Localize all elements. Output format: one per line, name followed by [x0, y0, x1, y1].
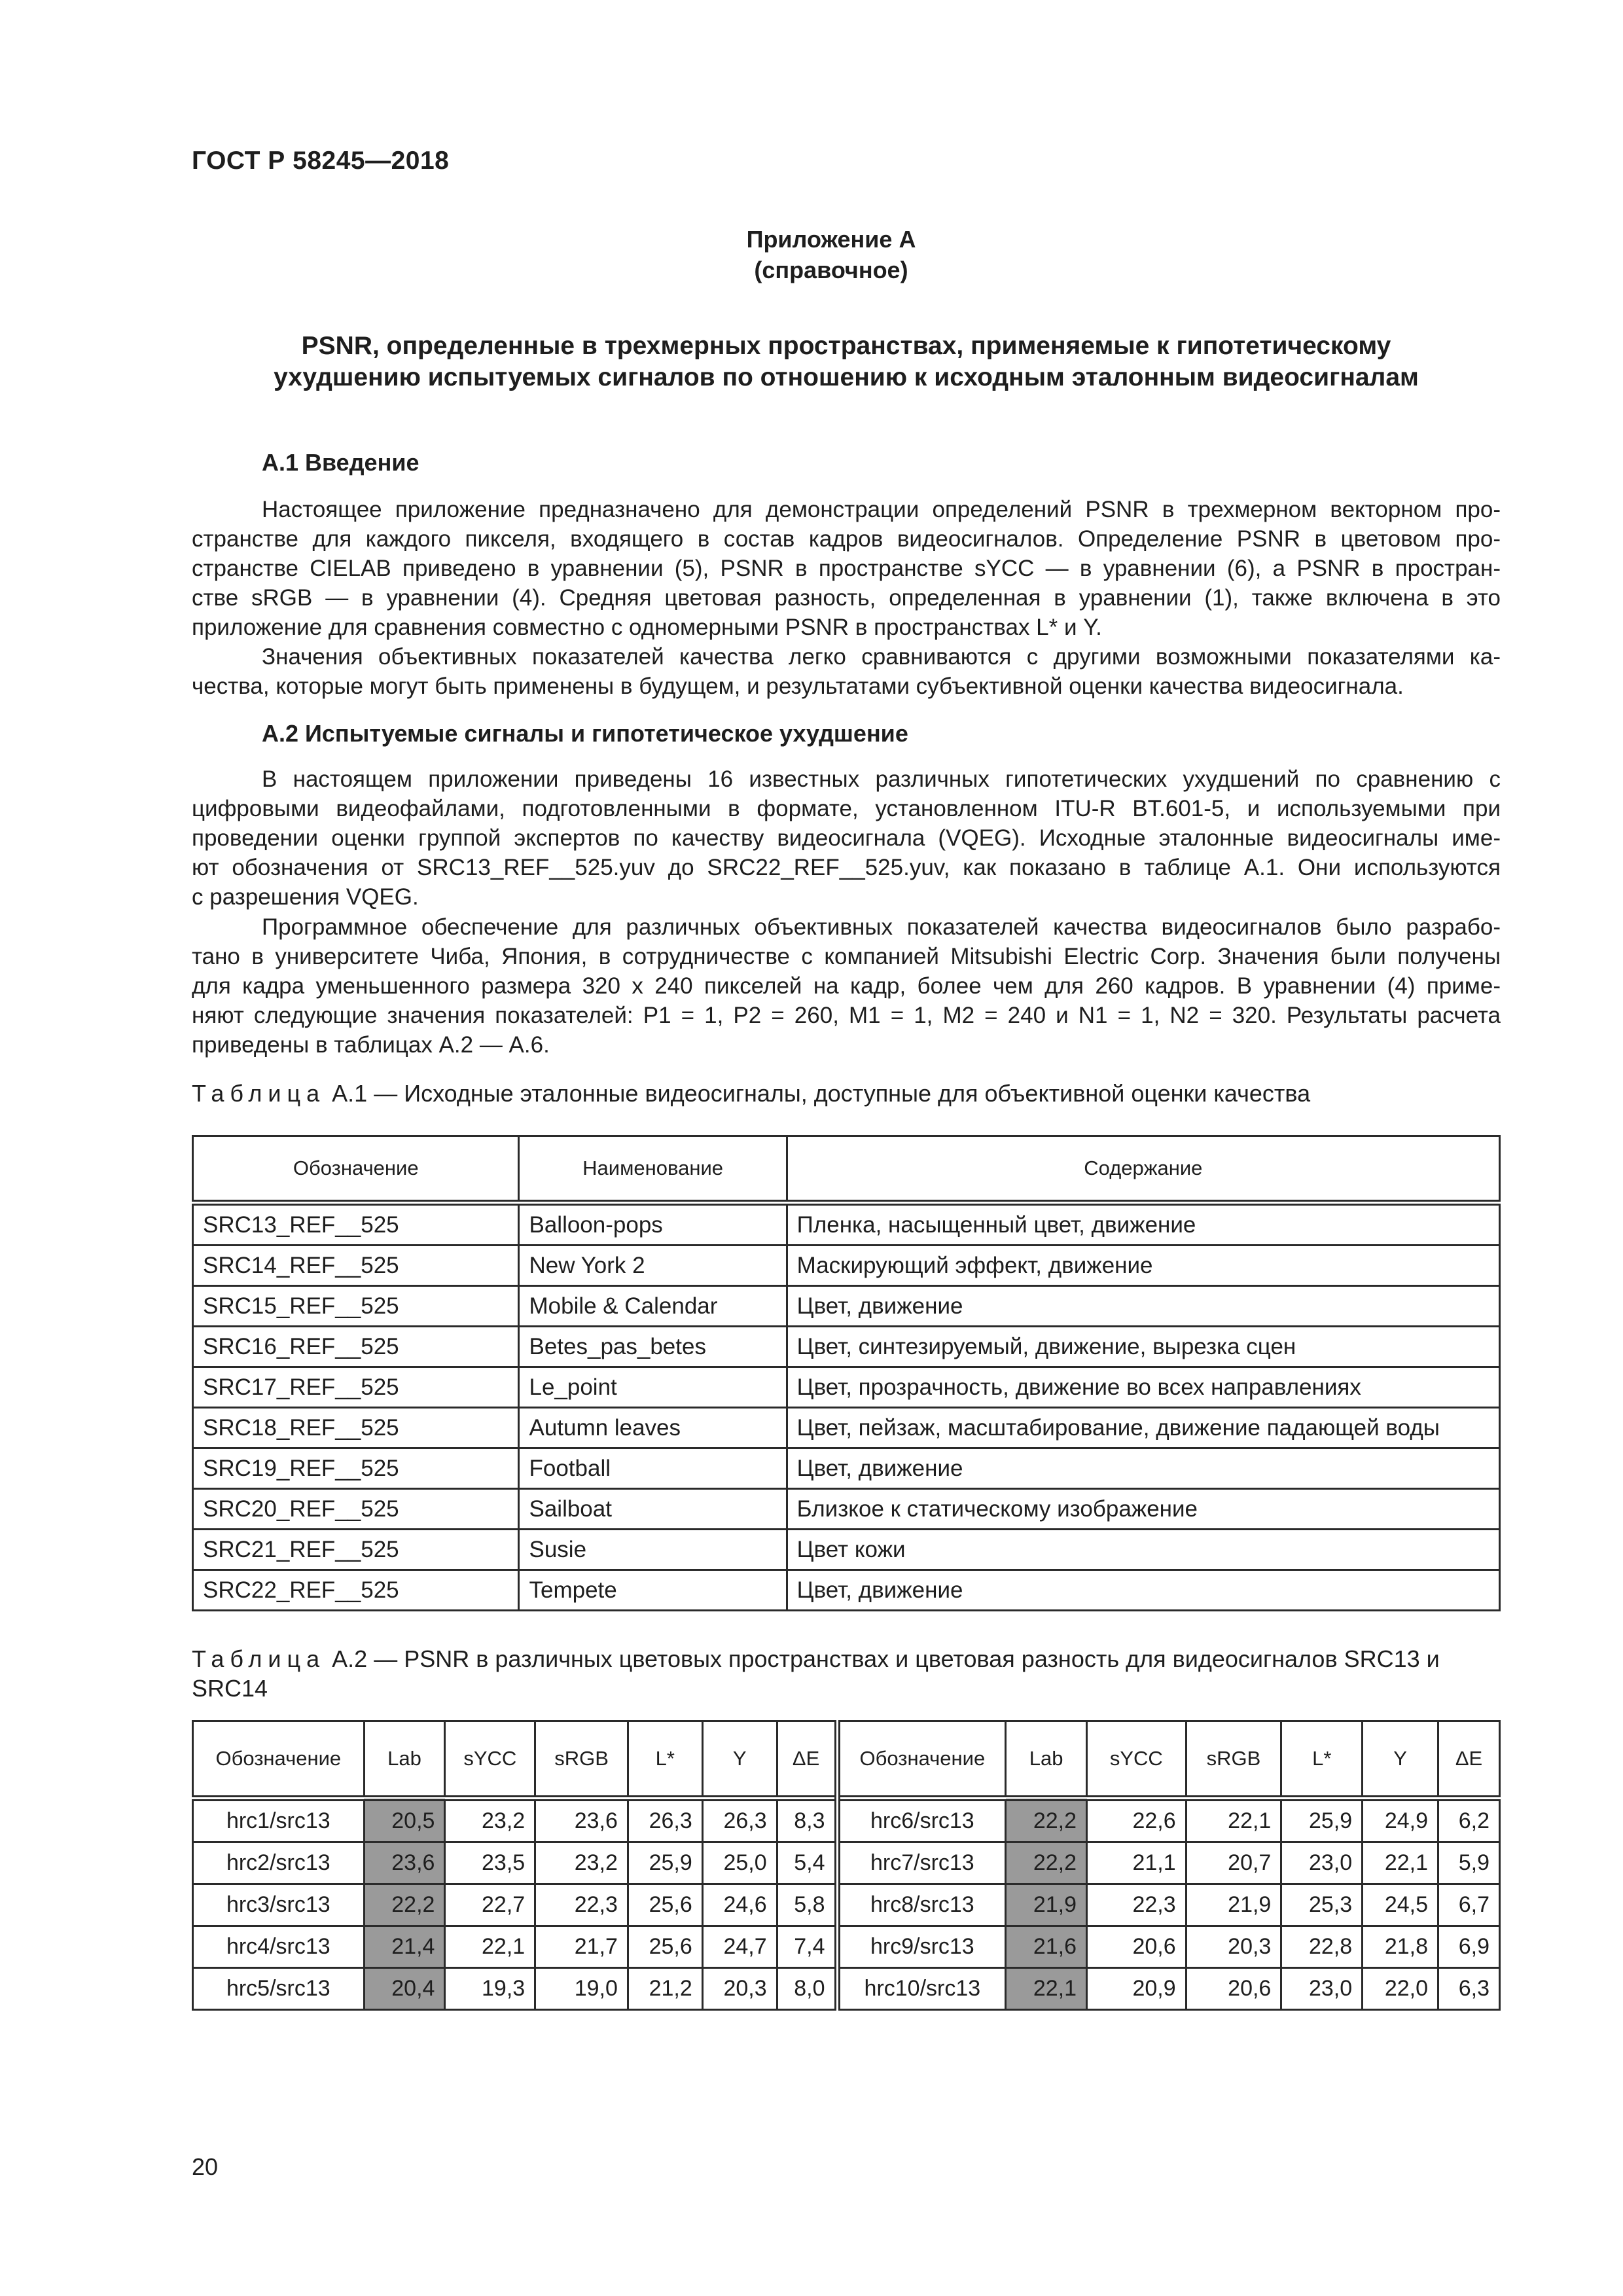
table-cell: 22,1 — [1363, 1842, 1438, 1884]
table-cell: 21,6 — [1006, 1926, 1087, 1968]
table-row — [193, 1367, 1500, 1408]
table-cell: Близкое к статическому изображение — [787, 1489, 1499, 1530]
table-row — [193, 1799, 1500, 1842]
table-cell: 20,9 — [1087, 1968, 1186, 2010]
table-cell: SRC13_REF__525 — [193, 1203, 519, 1246]
table-cell: 19,0 — [535, 1968, 628, 2010]
table-caption-text: SRC14 — [192, 1675, 268, 1702]
table-caption-text: А.2 — PSNR в различных цветовых пространствах и цветовая разность для видеосигналов SRC13 и — [325, 1645, 1440, 1672]
table-cell: Sailboat — [519, 1489, 787, 1530]
table-cell: Маскирующий эффект, движение — [787, 1246, 1499, 1286]
table-cell: 25,6 — [628, 1884, 702, 1926]
table-cell: 21,1 — [1087, 1842, 1186, 1884]
column-header: Наименование — [519, 1136, 787, 1203]
table-cell: 20,3 — [702, 1968, 777, 2010]
table-cell: hrc9/src13 — [837, 1926, 1006, 1968]
table-row — [193, 1327, 1500, 1367]
table-cell: 21,9 — [1186, 1884, 1281, 1926]
paragraph-line: странстве для каждого пикселя, входящего в состав кадров видеосигналов. Определение PSNR в цветовом про- — [192, 526, 1501, 552]
column-header: sRGB — [535, 1721, 628, 1799]
table-row — [193, 1246, 1500, 1286]
table-cell: 26,3 — [628, 1799, 702, 1842]
table-cell: 25,3 — [1281, 1884, 1363, 1926]
table-cell: hrc3/src13 — [193, 1884, 365, 1926]
table-cell: Susie — [519, 1530, 787, 1570]
paragraph-line: стве sRGB — в уравнении (4). Средняя цветовая разность, определенная в уравнении (1), также включена в это — [192, 585, 1501, 611]
table-cell: Football — [519, 1448, 787, 1489]
table-cell: SRC20_REF__525 — [193, 1489, 519, 1530]
table-cell: 23,0 — [1281, 1968, 1363, 2010]
table-cell: 23,0 — [1281, 1842, 1363, 1884]
table-row — [193, 1842, 1500, 1884]
annex-type: (справочное) — [754, 257, 908, 283]
table-row — [193, 1489, 1500, 1530]
column-header: Содержание — [787, 1136, 1499, 1203]
column-header: L* — [1281, 1721, 1363, 1799]
paragraph-line: Настоящее приложение предназначено для демонстрации определений PSNR в трехмерном векторном про- — [262, 497, 1501, 522]
table-caption — [192, 1080, 1310, 1107]
paragraph-line: Программное обеспечение для различных объективных показателей качества видеосигналов было разрабо- — [262, 914, 1501, 940]
table-caption-word: Таблица — [192, 1080, 326, 1107]
table-cell: Пленка, насыщенный цвет, движение — [787, 1203, 1499, 1246]
table-cell: 20,3 — [1186, 1926, 1281, 1968]
table-row — [193, 1926, 1500, 1968]
table-cell: 22,2 — [1006, 1842, 1087, 1884]
table-cell: 22,3 — [1087, 1884, 1186, 1926]
table-cell: 8,0 — [777, 1968, 837, 2010]
table-cell: Le_point — [519, 1367, 787, 1408]
paragraph-line: цифровыми видеофайлами, подготовленными в формате, установленном ITU-R BT.601-5, и используемыми при — [192, 796, 1501, 821]
paragraph-line: странстве CIELAB приведено в уравнении (5), PSNR в пространстве sYCC — в уравнении (6), а PSNR в простран- — [192, 556, 1501, 581]
table-caption-text: А.1 — Исходные эталонные видеосигналы, доступные для объективной оценки качества — [325, 1080, 1311, 1107]
table-cell: 22,1 — [1186, 1799, 1281, 1842]
reference-signals-table — [192, 1135, 1501, 1611]
table-cell: SRC21_REF__525 — [193, 1530, 519, 1570]
table-cell: 20,6 — [1087, 1926, 1186, 1968]
column-header: Обозначение — [193, 1721, 365, 1799]
table-cell: Цвет, синтезируемый, движение, вырезка сцен — [787, 1327, 1499, 1367]
table-cell: 25,0 — [702, 1842, 777, 1884]
table-cell: 22,6 — [1087, 1799, 1186, 1842]
table-cell: Цвет, движение — [787, 1286, 1499, 1327]
table-cell: 22,2 — [1006, 1799, 1087, 1842]
table-cell: SRC17_REF__525 — [193, 1367, 519, 1408]
table-cell: 24,6 — [702, 1884, 777, 1926]
table-cell: 25,6 — [628, 1926, 702, 1968]
psnr-table — [192, 1720, 1501, 2011]
table-row — [193, 1968, 1500, 2010]
table-header-row — [193, 1721, 1500, 1799]
annex-heading-line: ухудшению испытуемых сигналов по отношению к исходным эталонным видеосигналам — [274, 363, 1419, 391]
annex-heading — [192, 331, 1501, 393]
column-header: Y — [702, 1721, 777, 1799]
table-cell: 8,3 — [777, 1799, 837, 1842]
table-cell: 5,4 — [777, 1842, 837, 1884]
table-cell: Mobile & Calendar — [519, 1286, 787, 1327]
table-cell: 21,7 — [535, 1926, 628, 1968]
column-header: Lab — [364, 1721, 445, 1799]
table-cell: hrc8/src13 — [837, 1884, 1006, 1926]
table-cell: 20,4 — [364, 1968, 445, 2010]
column-header: Обозначение — [193, 1136, 519, 1203]
table-cell: 26,3 — [702, 1799, 777, 1842]
table-cell: 24,5 — [1363, 1884, 1438, 1926]
paragraph-line: приведены в таблицах А.2 — А.6. — [192, 1032, 550, 1058]
table-cell: Balloon-pops — [519, 1203, 787, 1246]
table-cell: 22,1 — [445, 1926, 535, 1968]
paragraph-line: с разрешения VQEG. — [192, 884, 419, 910]
paragraph — [192, 642, 1501, 701]
table-cell: 6,2 — [1438, 1799, 1500, 1842]
table-cell: 6,9 — [1438, 1926, 1500, 1968]
annex-heading-line: PSNR, определенные в трехмерных пространствах, применяемые к гипотетическому — [301, 332, 1391, 360]
table-header-row — [193, 1136, 1500, 1203]
column-header: sYCC — [445, 1721, 535, 1799]
table-cell: 21,8 — [1363, 1926, 1438, 1968]
table-cell: 23,2 — [445, 1799, 535, 1842]
table-cell: 22,3 — [535, 1884, 628, 1926]
table-cell: 22,7 — [445, 1884, 535, 1926]
table-cell: 19,3 — [445, 1968, 535, 2010]
column-header: Y — [1363, 1721, 1438, 1799]
table-cell: SRC15_REF__525 — [193, 1286, 519, 1327]
table-cell: Цвет, пейзаж, масштабирование, движение падающей воды — [787, 1408, 1499, 1448]
table-cell: 21,2 — [628, 1968, 702, 2010]
table-cell: 20,5 — [364, 1799, 445, 1842]
table-cell: 6,7 — [1438, 1884, 1500, 1926]
document-code: ГОСТ Р 58245—2018 — [192, 147, 450, 175]
table-cell: Tempete — [519, 1570, 787, 1611]
table-cell: hrc4/src13 — [193, 1926, 365, 1968]
table-cell: 20,7 — [1186, 1842, 1281, 1884]
table-cell: 22,0 — [1363, 1968, 1438, 2010]
table-row — [193, 1530, 1500, 1570]
table-cell: 21,4 — [364, 1926, 445, 1968]
table-cell: 24,9 — [1363, 1799, 1438, 1842]
column-header: Lab — [1006, 1721, 1087, 1799]
column-header: sRGB — [1186, 1721, 1281, 1799]
table-caption — [192, 1644, 1501, 1703]
column-header: Обозначение — [837, 1721, 1006, 1799]
table-cell: 6,3 — [1438, 1968, 1500, 2010]
paragraph-line: для кадра уменьшенного размера 320 x 240 пикселей на кадр, более чем для 260 кадров. В уравнении (4) приме- — [192, 973, 1501, 999]
table-cell: hrc5/src13 — [193, 1968, 365, 2010]
table-row — [193, 1448, 1500, 1489]
table-cell: 5,8 — [777, 1884, 837, 1926]
table-row — [193, 1286, 1500, 1327]
paragraph — [192, 764, 1501, 912]
table-row — [193, 1884, 1500, 1926]
paragraph-line: приложение для сравнения совместно с одномерными PSNR в пространствах L* и Y. — [192, 615, 1102, 640]
table-cell: hrc2/src13 — [193, 1842, 365, 1884]
table-cell: 7,4 — [777, 1926, 837, 1968]
table-cell: 23,6 — [364, 1842, 445, 1884]
table-cell: Цвет, движение — [787, 1570, 1499, 1611]
table-cell: 24,7 — [702, 1926, 777, 1968]
column-header: ΔE — [1438, 1721, 1500, 1799]
table-cell: Цвет, прозрачность, движение во всех направлениях — [787, 1367, 1499, 1408]
table-cell: Цвет, движение — [787, 1448, 1499, 1489]
paragraph-line: тано в университете Чиба, Япония, в сотрудничестве с компанией Mitsubishi Electric Corp. Значения были получены — [192, 944, 1501, 969]
column-header: ΔE — [777, 1721, 837, 1799]
table-row — [193, 1203, 1500, 1246]
annex-title: Приложение А — [746, 226, 916, 253]
table-cell: 21,9 — [1006, 1884, 1087, 1926]
table-row — [193, 1408, 1500, 1448]
table-cell: 22,1 — [1006, 1968, 1087, 2010]
table-cell: SRC22_REF__525 — [193, 1570, 519, 1611]
table-cell: SRC18_REF__525 — [193, 1408, 519, 1448]
column-header: L* — [628, 1721, 702, 1799]
table-cell: SRC19_REF__525 — [193, 1448, 519, 1489]
table-cell: 23,2 — [535, 1842, 628, 1884]
table-cell: 20,6 — [1186, 1968, 1281, 2010]
section-heading: А.1 Введение — [262, 449, 419, 476]
table-caption-word: Таблица — [192, 1645, 326, 1672]
table-cell: 5,9 — [1438, 1842, 1500, 1884]
table-cell: hrc1/src13 — [193, 1799, 365, 1842]
table-cell: 23,6 — [535, 1799, 628, 1842]
page-number: 20 — [192, 2153, 219, 2180]
table-cell: Цвет кожи — [787, 1530, 1499, 1570]
table-cell: hrc10/src13 — [837, 1968, 1006, 2010]
paragraph-line: проведении оценки группой экспертов по качеству видеосигнала (VQEG). Исходные эталонные видеосигналы име- — [192, 825, 1501, 851]
paragraph-line: чества, которые могут быть применены в будущем, и результатами субъективной оценки качества видеосигнала. — [192, 673, 1404, 699]
table-cell: hrc7/src13 — [837, 1842, 1006, 1884]
paragraph-line: няют следующие значения показателей: P1 = 1, P2 = 260, M1 = 1, M2 = 240 и N1 = 1, N2 = 320. Результаты расчета — [192, 1003, 1501, 1028]
paragraph-line: В настоящем приложении приведены 16 известных различных гипотетических ухудшений по сравнению с — [262, 766, 1501, 792]
table-cell: 25,9 — [628, 1842, 702, 1884]
table-cell: Autumn leaves — [519, 1408, 787, 1448]
paragraph-line: ют обозначения от SRC13_REF__525.yuv до SRC22_REF__525.yuv, как показано в таблице А.1. Они используются — [192, 855, 1501, 880]
table-cell: 22,2 — [364, 1884, 445, 1926]
table-cell: SRC16_REF__525 — [193, 1327, 519, 1367]
section-heading: А.2 Испытуемые сигналы и гипотетическое ухудшение — [262, 720, 908, 747]
table-cell: 22,8 — [1281, 1926, 1363, 1968]
paragraph-line: Значения объективных показателей качества легко сравниваются с другими возможными показателями ка- — [262, 644, 1501, 670]
table-cell: Betes_pas_betes — [519, 1327, 787, 1367]
table-cell: 23,5 — [445, 1842, 535, 1884]
column-header: sYCC — [1087, 1721, 1186, 1799]
paragraph — [192, 912, 1501, 1060]
paragraph — [192, 495, 1501, 642]
table-row — [193, 1570, 1500, 1611]
table-cell: New York 2 — [519, 1246, 787, 1286]
table-cell: 25,9 — [1281, 1799, 1363, 1842]
table-cell: SRC14_REF__525 — [193, 1246, 519, 1286]
table-cell: hrc6/src13 — [837, 1799, 1006, 1842]
